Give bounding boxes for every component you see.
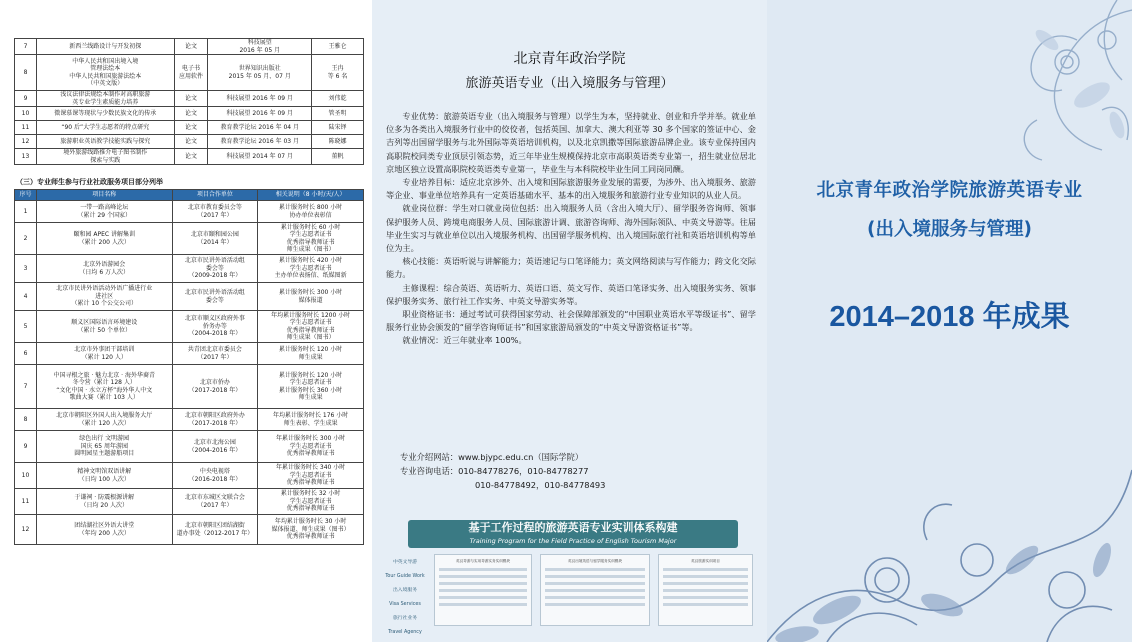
project-unit-line: 委会等 — [205, 296, 224, 304]
row-number: 9 — [15, 431, 37, 463]
cover-years-title: 2014–2018 年成果 — [829, 301, 1070, 333]
project-name-line: 北京市民讲外语活动外语广播进行业 — [56, 285, 153, 293]
pub-title-line: 中华人民共和国旅游法绘本 — [69, 72, 142, 80]
pub-source-line: 2016 年 05 月 — [239, 46, 281, 54]
pub-source-line: 教育教学论坛 2016 年 03 月 — [220, 137, 300, 145]
pub-author — [312, 91, 364, 107]
project-name — [36, 201, 172, 223]
row-number: 9 — [15, 91, 37, 107]
pub-author-line: 陈晓娜 — [328, 137, 347, 145]
pub-type-line: 论文 — [184, 123, 197, 131]
project-name-line: 歌曲大赛（累计 103 人） — [69, 394, 139, 401]
pub-type-line: 论文 — [184, 42, 197, 50]
project-desc-line: 优秀指导教师证书 — [286, 533, 335, 541]
banner-cn: 基于工作过程的旅游英语专业实训体系构建 — [468, 521, 678, 534]
pub-type — [174, 149, 208, 165]
banner-en: Training Program for the Field Practice of English Tourism Major — [469, 537, 677, 545]
pub-title-line: 中华人民共和国出境入境 — [72, 57, 139, 65]
project-name — [36, 255, 172, 283]
table-row — [15, 149, 364, 165]
project-desc-line: 优秀指导教师证书 — [286, 505, 335, 513]
pub-title-line: 微课慕课等现状与少数民族文化的传承 — [54, 109, 157, 117]
table-row — [15, 255, 364, 283]
project-desc-line: 年均累计服务时长 30 小时 — [274, 518, 347, 526]
project-unit-line: 委会等 — [205, 264, 224, 272]
pub-author-line: 王雅仑 — [328, 42, 347, 50]
project-unit-line: 侨务办等 — [202, 322, 227, 330]
project-desc-line: 优秀指导教师证书 — [286, 479, 335, 487]
row-number: 3 — [15, 255, 37, 283]
pub-source — [208, 55, 312, 91]
project-desc-line: 媒体报道、师生成果（图书） — [271, 525, 350, 533]
project-unit-line: 北京市朝阳区政府外办 — [184, 412, 245, 419]
table-row — [15, 409, 364, 431]
table-row — [15, 431, 364, 463]
project-unit-line: （2014 年） — [197, 238, 233, 246]
pub-author — [312, 55, 364, 91]
pub-type-line: 论文 — [184, 94, 197, 102]
pub-source-line: 世界知识出版社 — [238, 65, 281, 72]
row-number: 11 — [15, 489, 37, 515]
pub-source — [208, 121, 312, 135]
table-row — [15, 515, 364, 545]
project-name — [36, 515, 172, 545]
project-name-line: （年均 200 人次） — [78, 529, 130, 537]
pub-title-line: 管理法绘本 — [90, 65, 121, 72]
table-row — [15, 121, 364, 135]
pub-type-line: 应用软件 — [178, 72, 203, 80]
project-name — [36, 409, 172, 431]
row-number: 1 — [15, 201, 37, 223]
pub-title — [36, 55, 174, 91]
table-row — [15, 343, 364, 365]
project-unit-line: （2017-2018 年） — [188, 386, 242, 394]
project-name-line: （累计 50 个单位） — [77, 326, 131, 334]
project-desc — [258, 343, 364, 365]
project-unit-line: （2016-2018 年） — [188, 475, 242, 483]
pub-author-line: 王冉 — [331, 65, 344, 72]
row-number: 5 — [15, 311, 37, 343]
para-jobs: 就业岗位群：学生对口就业岗位包括：出入境服务人员（含出入境大厅）、留学服务咨询师、领事保护服务人员、跨境电商服务人员、国际旅游计调、旅游咨询师、海外国际领队、中英文导游等。往届毕业生实习与就业单位以出入境服务机构、出国留学服务机构、出入境国际旅行社和英语培训机构等单位为主。 — [386, 203, 756, 254]
project-name — [36, 431, 172, 463]
pub-type — [174, 107, 208, 121]
pub-type — [174, 91, 208, 107]
header-unit: 项目合作单位 — [172, 190, 258, 201]
project-name-line: 颐和园 APEC 讲解集训 — [73, 231, 135, 238]
project-unit-line: 北京市颐和园公园 — [190, 231, 239, 238]
project-desc-line: 学生志愿者证书 — [289, 442, 332, 450]
middle-panel — [372, 0, 767, 642]
pub-title — [36, 135, 174, 149]
thumb-label: 出入境服务 — [393, 588, 417, 593]
pub-author-line: 董帆 — [331, 152, 344, 160]
pub-author — [312, 121, 364, 135]
project-unit — [172, 343, 258, 365]
project-name-line: 精神文明馆双语讲解 — [77, 468, 132, 475]
para-employment: 就业情况：近三年就业率 100%。 — [402, 335, 527, 346]
project-desc-line: 年均累计服务时长 176 小时 — [273, 412, 349, 419]
project-name — [36, 311, 172, 343]
row-number: 6 — [15, 343, 37, 365]
cover-title-line1: 北京青年政治学院旅游英语专业 — [816, 180, 1083, 201]
project-desc-line: 累计服务时长 120 小时 — [279, 346, 343, 353]
table-row — [15, 489, 364, 515]
project-unit — [172, 431, 258, 463]
row-number: 13 — [15, 149, 37, 165]
project-unit-line: 北京市朝阳区团结湖街 — [184, 522, 245, 529]
project-unit — [172, 223, 258, 255]
project-desc — [258, 431, 364, 463]
project-unit-line: 北京市侨办 — [199, 379, 230, 386]
project-desc-line: 累计服务时长 420 小时 — [279, 257, 343, 265]
project-desc-line: 优秀指导教师证书 — [286, 326, 335, 334]
pub-source — [208, 135, 312, 149]
project-desc — [258, 201, 364, 223]
project-desc-line: 累计服务时长 360 小时 — [279, 386, 343, 394]
project-desc — [258, 311, 364, 343]
project-desc-line: 师生成果 — [298, 394, 323, 401]
project-desc — [258, 409, 364, 431]
project-name — [36, 489, 172, 515]
project-desc-line: 年累计服务时长 340 小时 — [276, 464, 346, 472]
cover-title-line2: (出入境服务与管理) — [867, 219, 1032, 240]
thumb-image — [434, 554, 532, 626]
row-number: 4 — [15, 283, 37, 311]
project-unit — [172, 255, 258, 283]
floral-ornament-bottom — [767, 360, 1132, 642]
training-thumbnails — [382, 554, 757, 635]
project-unit-line: （2004-2016 年） — [188, 446, 242, 454]
project-name-line: 国庆 65 周年游园 — [80, 442, 128, 450]
pub-author — [312, 39, 364, 55]
table-row — [15, 463, 364, 489]
project-desc-line: 学生志愿者证书 — [289, 231, 332, 238]
project-unit — [172, 365, 258, 409]
project-unit-line: 北京市民讲外语活动组 — [184, 289, 245, 296]
project-unit-line: （2017 年） — [197, 501, 233, 509]
project-desc-line: 学生志愿者证书 — [289, 264, 332, 272]
thumb-image — [658, 554, 753, 626]
project-unit-line: 道办事处（2012-2017 年） — [176, 529, 254, 537]
project-unit — [172, 489, 258, 515]
pub-author-line: 陆宋铎 — [328, 123, 347, 131]
row-number: 12 — [15, 515, 37, 545]
project-desc-line: 协办单位表彰信 — [289, 211, 332, 219]
project-unit-line: （2017 年） — [197, 353, 233, 361]
pub-title-line: 探索与实践 — [90, 156, 121, 164]
table-row — [15, 55, 364, 91]
pub-type-line: 论文 — [184, 152, 197, 160]
publications-table — [14, 38, 364, 165]
section3-title: （三）专业师生参与行业社政服务项目部分列举 — [16, 178, 163, 186]
pub-source-line: 科技展望 — [247, 39, 272, 46]
project-unit-line: 北京市民讲外语活动组 — [184, 257, 245, 265]
project-desc-line: 累计服务时长 120 小时 — [279, 371, 343, 379]
project-desc-line: 主办单位表扬信、纸媒图新 — [274, 272, 347, 280]
thumb-head: 英汉出境英语与留学服务实训模块 — [568, 559, 622, 563]
project-desc — [258, 223, 364, 255]
project-desc — [258, 255, 364, 283]
thumb-label: 旅行社业务 — [393, 616, 417, 621]
project-desc-line: 累计服务时长 300 小时 — [279, 289, 343, 296]
table-row — [15, 223, 364, 255]
para-courses: 主修课程：综合英语、英语听力、英语口语、英文写作、英语口笔译实务、出入境服务实务、领事保护服务实务、旅行社工作实务、中英文导游实务等。 — [386, 282, 756, 306]
project-unit — [172, 201, 258, 223]
project-unit — [172, 515, 258, 545]
pub-type — [174, 39, 208, 55]
row-number: 8 — [15, 409, 37, 431]
project-name — [36, 223, 172, 255]
pub-title — [36, 107, 174, 121]
project-desc — [258, 463, 364, 489]
project-desc-line: 学生志愿者证书 — [289, 379, 332, 386]
project-name — [36, 343, 172, 365]
left-panel — [0, 0, 372, 642]
row-number: 11 — [15, 121, 37, 135]
row-number: 8 — [15, 55, 37, 91]
pub-type-line: 电子书 — [181, 65, 200, 72]
project-unit-line: （2017-2018 年） — [188, 419, 242, 427]
project-unit-line: 共青团北京市委员会 — [187, 346, 242, 353]
project-name-line: （日均 20 人次） — [80, 501, 128, 509]
project-desc-line: 师生成果（图书） — [286, 246, 335, 253]
pub-source-line: 2015 年 05 月、07 月 — [228, 72, 291, 80]
project-desc-line: 累计服务时长 32 小时 — [280, 490, 341, 498]
contact-info — [400, 450, 605, 492]
pub-title — [36, 121, 174, 135]
table-row — [15, 201, 364, 223]
table-row — [15, 135, 364, 149]
project-name-line: 北京市外事团干部培训 — [74, 346, 135, 353]
project-name-line: （日均 100 人次） — [78, 475, 130, 483]
header-no: 序号 — [15, 190, 37, 201]
table-header-row — [15, 190, 364, 201]
project-desc-line: 学生志愿者证书 — [289, 497, 332, 505]
project-desc-line: 师生成果 — [298, 353, 323, 361]
major-title: 旅游英语专业（出入境服务与管理） — [465, 76, 674, 91]
thumb-head: 英汉旅游实训项目 — [691, 559, 720, 563]
project-name-line: 一带一路高峰论坛 — [80, 204, 129, 211]
table-row — [15, 311, 364, 343]
project-desc-line: 年累计服务时长 300 小时 — [276, 435, 346, 443]
row-number: 10 — [15, 463, 37, 489]
row-number: 7 — [15, 365, 37, 409]
project-name-line: 冬令营（累计 128 人） — [72, 379, 136, 386]
thumb-label: Travel Agency — [388, 630, 422, 635]
para-skills: 核心技能：英语听说与讲解能力；英语速记与口笔译能力；英文网络阅读与写作能力；跨文化交际能力。 — [386, 256, 756, 280]
project-name — [36, 283, 172, 311]
service-projects-table — [14, 189, 364, 545]
para-advantage: 专业优势：旅游英语专业（出入境服务与管理）以学生为本，坚持就业、创业和升学并举。就业单位多为各类出入境服务行业中的佼佼者，包括英国、加拿大、澳大利亚等 30 多个国家的签证中心、金吉列等出国留学服务与北外国际等英语培训机构，以及北京凯撒等国际旅游品牌企业。该专业保持国内高职院校同类专业顶层引领态势，近三年毕业生规模保持北京市高职英语类专业第一，招生就业位居北京地区独立设置高职院校英语类专业第一，毕业生与本科院校毕业生同工同岗同酬。 — [386, 111, 756, 174]
project-unit-line: 北京市东城区文联合会 — [184, 494, 245, 501]
project-desc-line: 媒体报道 — [298, 296, 323, 304]
project-desc-line: 优秀指导教师证书 — [286, 450, 335, 458]
project-desc-line: 累计服务时长 800 小时 — [279, 204, 343, 211]
thumb-head: 英汉导游与实用导游实务实训模块 — [456, 559, 510, 563]
pub-title-line: 新西兰线路设计与开发初探 — [69, 42, 142, 50]
pub-author-line: 等 6 名 — [327, 72, 348, 80]
pub-author — [312, 149, 364, 165]
project-name — [36, 463, 172, 489]
project-desc-line: 师生成果（图书） — [286, 334, 335, 341]
pub-author-line: 管圣明 — [328, 109, 347, 117]
pub-source-line: 科技展望 2014 年 07 月 — [226, 152, 294, 160]
thumb-image — [540, 554, 650, 626]
project-name-line: 北京市朝阳区外国人出入境服务大厅 — [56, 412, 153, 419]
project-unit-line: 中央电视塔 — [199, 468, 230, 475]
project-name-line: 顺义区国际语言环境建设 — [71, 319, 138, 326]
pub-source — [208, 91, 312, 107]
pub-type — [174, 135, 208, 149]
para-goal: 专业培养目标：适应北京涉外、出入境和国际旅游服务业发展的需要，为涉外、出入境服务、旅游等企业、事业单位培养具有一定英语基础水平、基本的出入境服务和旅游行业专业知识的从业人员。 — [386, 177, 756, 201]
project-name-line: （累计 200 人次） — [78, 238, 130, 246]
table-row — [15, 91, 364, 107]
project-name-line: （累计 29 个国家） — [77, 211, 131, 219]
pub-source-line: 科技展望 2016 年 09 月 — [226, 109, 294, 117]
project-unit-line: 北京市教育委员会等 — [187, 204, 242, 211]
phone-line-2: 010-84778492，010-84778493 — [475, 480, 606, 490]
project-unit — [172, 311, 258, 343]
pub-type — [174, 55, 208, 91]
project-desc-line: 优秀指导教师证书 — [286, 238, 335, 246]
project-name-line: 北京外语游园会 — [83, 261, 126, 268]
pub-title-line: 境外旅游线路推介电子图书制作 — [63, 149, 148, 156]
project-name-line: （累计 120 人） — [81, 353, 127, 361]
project-unit-line: 北京市北海公园 — [193, 439, 236, 446]
pub-type-line: 论文 — [184, 137, 197, 145]
project-unit — [172, 283, 258, 311]
row-number: 7 — [15, 39, 37, 55]
pub-title-line: 浅议法律法规绘本制作对高职旅游 — [60, 91, 151, 98]
training-banner — [408, 520, 738, 548]
thumb-label: Tour Guide Work — [385, 574, 425, 579]
website-line: 专业介绍网站：www.bjypc.edu.cn（国际学院） — [400, 452, 584, 462]
project-desc-line: 累计服务时长 60 小时 — [280, 223, 341, 231]
header-name: 项目名称 — [36, 190, 172, 201]
pub-source — [208, 39, 312, 55]
project-unit-line: （2004-2018 年） — [188, 330, 242, 338]
project-name-line: （累计 120 人次） — [78, 419, 130, 427]
pub-source-line: 教育教学论坛 2016 年 04 月 — [220, 123, 300, 131]
right-panel — [767, 0, 1132, 642]
floral-ornament-top — [917, 0, 1132, 170]
pub-title — [36, 149, 174, 165]
row-number: 2 — [15, 223, 37, 255]
pub-title-line: 英专业学生素质能力培养 — [72, 98, 139, 106]
project-name-line: （累计 10 个公交公司） — [71, 300, 137, 308]
pub-title — [36, 39, 174, 55]
pub-author — [312, 107, 364, 121]
project-desc — [258, 489, 364, 515]
project-name-line: 圆明园星主题游船项目 — [74, 450, 135, 458]
thumb-label: 中英文导游 — [393, 560, 417, 565]
project-unit-line: 北京市顺义区政府外事 — [184, 315, 245, 323]
project-unit-line: （2009-2018 年） — [188, 272, 242, 280]
project-desc — [258, 365, 364, 409]
table-row — [15, 39, 364, 55]
thumb-labels — [382, 560, 428, 642]
pub-source — [208, 149, 312, 165]
pub-author-line: 刘伟乾 — [328, 94, 347, 102]
project-desc-line: 年均累计服务时长 1200 小时 — [271, 311, 351, 319]
project-desc — [258, 515, 364, 545]
pub-type — [174, 121, 208, 135]
project-desc-line: 学生志愿者证书 — [289, 319, 332, 326]
header-desc: 相关说明（8 小时/天/人） — [258, 190, 364, 201]
pub-title-line: “90 后”大学生志愿者的特点研究 — [61, 123, 150, 131]
row-number: 12 — [15, 135, 37, 149]
project-name-line: 绿色出行 文明游园 — [79, 435, 130, 443]
row-number: 10 — [15, 107, 37, 121]
project-name-line: 进社区 — [95, 292, 114, 300]
project-name-line: “文化中国 · 水立方杯”海外华人中文 — [56, 386, 153, 394]
table-row — [15, 107, 364, 121]
project-unit — [172, 409, 258, 431]
pub-author — [312, 135, 364, 149]
project-name-line: 团结湖社区外语大讲堂 — [74, 522, 135, 529]
para-certificates: 职业资格证书：通过考试可获得国家劳动、社会保障部颁发的“中国职业英语水平等级证书”、留学服务行业协会颁发的“留学咨询师证书”和国家旅游局颁发的“中英文导游资格证书”等。 — [386, 309, 756, 333]
pub-source — [208, 107, 312, 121]
table-row — [15, 283, 364, 311]
project-unit — [172, 463, 258, 489]
phone-line: 专业咨询电话：010-84778276，010-84778277 — [400, 466, 589, 476]
project-name-line: 于谦祠 · 防震根源讲解 — [74, 494, 135, 501]
pub-type-line: 论文 — [184, 109, 197, 117]
project-name-line: 中国寻根之旅 · 魅力北京 · 海外华裔青 — [53, 371, 155, 379]
project-desc-line: 师生表彰、学生成果 — [283, 419, 338, 427]
thumb-label: Visa Services — [389, 602, 421, 607]
pub-title-line: 旅游职业英语教学技能实践与探究 — [60, 137, 151, 145]
project-desc — [258, 283, 364, 311]
project-desc-line: 学生志愿者证书 — [289, 471, 332, 479]
program-description — [386, 110, 756, 348]
project-name — [36, 365, 172, 409]
project-name-line: （日均 6 万人次） — [79, 268, 130, 276]
pub-title-line: （中英文版） — [87, 80, 124, 87]
project-unit-line: （2017 年） — [197, 211, 233, 219]
pub-source-line: 科技展望 2016 年 09 月 — [226, 94, 294, 102]
college-title: 北京青年政治学院 — [513, 51, 626, 67]
table-row — [15, 365, 364, 409]
pub-title — [36, 91, 174, 107]
